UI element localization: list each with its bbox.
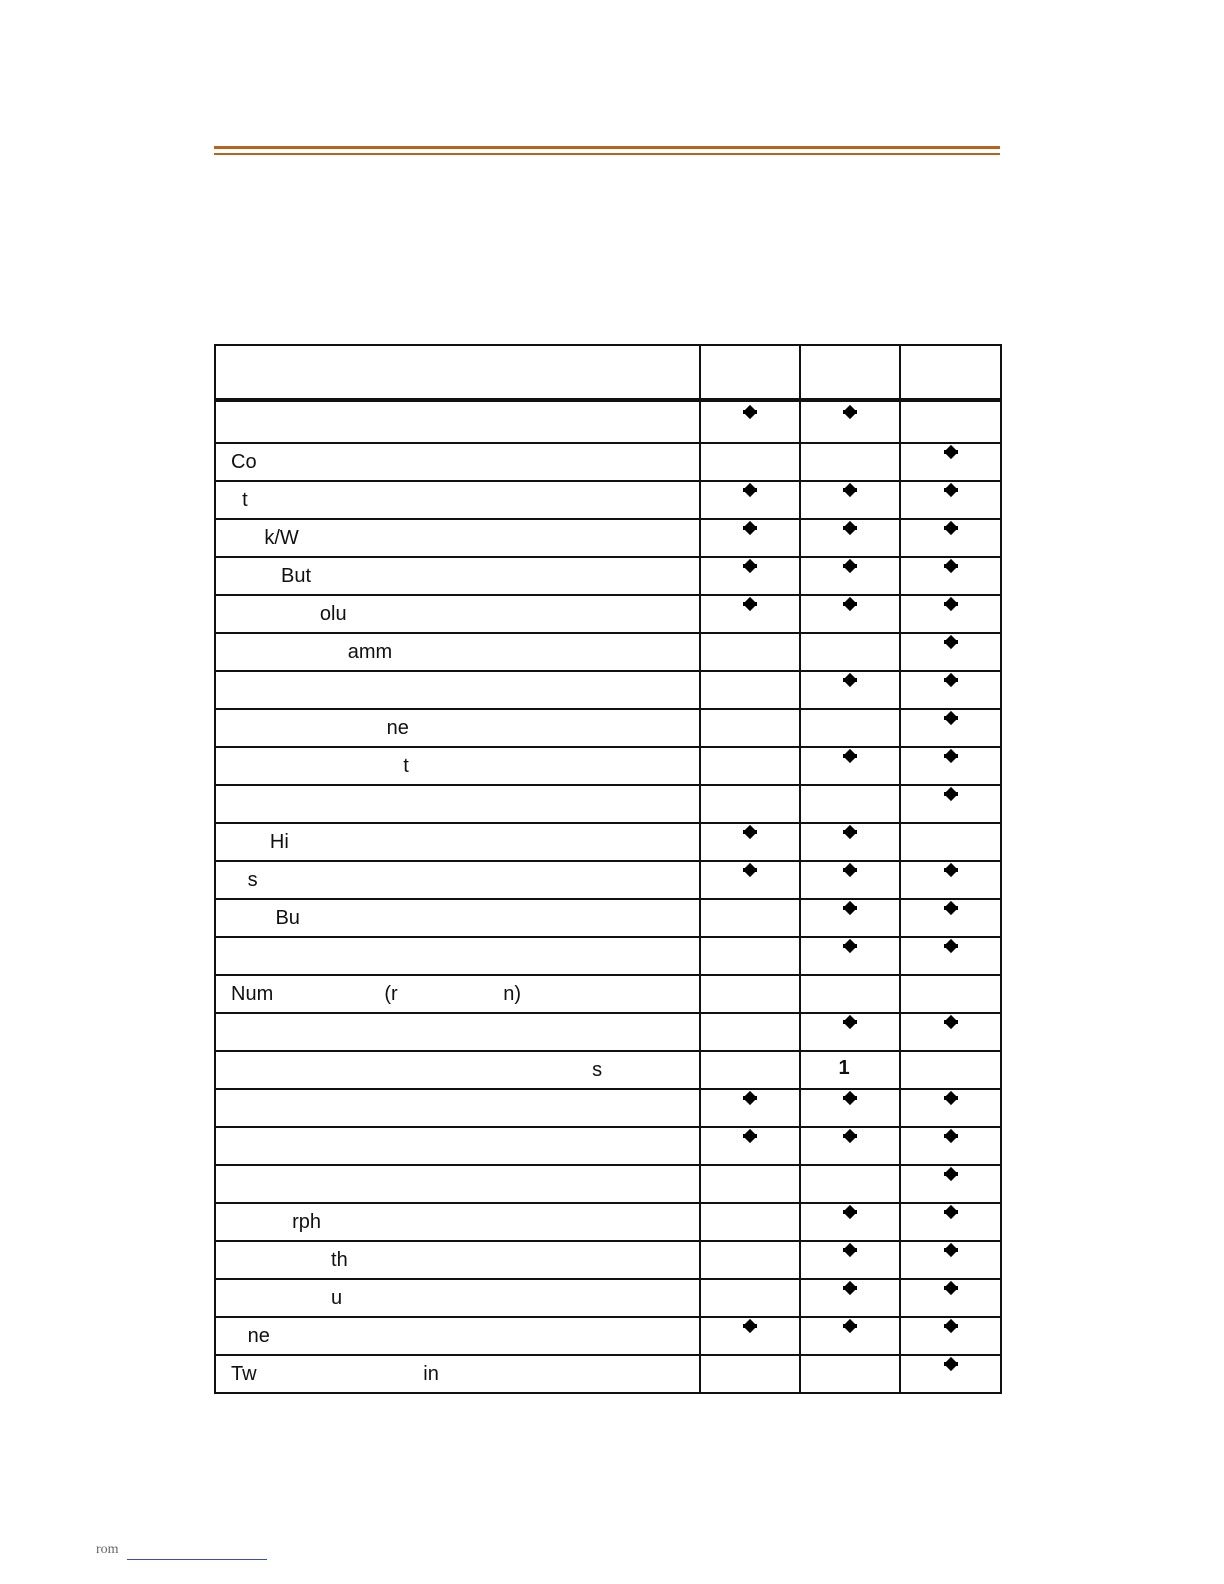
table-row bbox=[215, 633, 1001, 671]
row-cell-col2 bbox=[800, 899, 900, 937]
diamond-icon bbox=[742, 1128, 758, 1144]
row-label: But bbox=[215, 557, 700, 595]
row-cell-col3 bbox=[900, 785, 1001, 823]
row-cell-col3 bbox=[900, 481, 1001, 519]
diamond-icon bbox=[943, 1204, 959, 1220]
row-label: u bbox=[215, 1279, 700, 1317]
row-cell-col3 bbox=[900, 747, 1001, 785]
row-cell-col2 bbox=[800, 823, 900, 861]
diamond-icon bbox=[842, 1318, 858, 1334]
diamond-icon bbox=[842, 1280, 858, 1296]
diamond-icon bbox=[943, 1090, 959, 1106]
diamond-icon bbox=[943, 1166, 959, 1182]
table-row bbox=[215, 823, 1001, 861]
diamond-icon bbox=[842, 1128, 858, 1144]
row-cell-col3 bbox=[900, 1241, 1001, 1279]
row-cell-col2 bbox=[800, 481, 900, 519]
row-cell-col2 bbox=[800, 1317, 900, 1355]
row-label: amm bbox=[215, 633, 700, 671]
diamond-icon bbox=[842, 1242, 858, 1258]
diamond-icon bbox=[742, 404, 758, 420]
row-cell-col1 bbox=[700, 1317, 800, 1355]
table-row bbox=[215, 1241, 1001, 1279]
feature-table bbox=[214, 344, 1002, 1394]
row-cell-col3 bbox=[900, 1203, 1001, 1241]
row-cell-col1 bbox=[700, 400, 800, 443]
table-row bbox=[215, 1279, 1001, 1317]
table-row bbox=[215, 937, 1001, 975]
row-cell-col3 bbox=[900, 633, 1001, 671]
row-cell-col3 bbox=[900, 1317, 1001, 1355]
diamond-icon bbox=[742, 1318, 758, 1334]
row-cell-col2 bbox=[800, 1355, 900, 1393]
row-label bbox=[215, 1089, 700, 1127]
row-cell-col2 bbox=[800, 785, 900, 823]
row-label: s bbox=[215, 1051, 700, 1089]
row-cell-col1 bbox=[700, 1279, 800, 1317]
row-cell-col3 bbox=[900, 519, 1001, 557]
diamond-icon bbox=[742, 482, 758, 498]
footer-link-underline[interactable] bbox=[127, 1559, 267, 1560]
table-row bbox=[215, 785, 1001, 823]
row-cell-col2 bbox=[800, 595, 900, 633]
row-cell-col1 bbox=[700, 595, 800, 633]
row-cell-col1 bbox=[700, 671, 800, 709]
diamond-icon bbox=[943, 634, 959, 650]
diamond-icon bbox=[842, 748, 858, 764]
diamond-icon bbox=[943, 1128, 959, 1144]
row-cell-col2 bbox=[800, 519, 900, 557]
diamond-icon bbox=[742, 520, 758, 536]
diamond-icon bbox=[842, 596, 858, 612]
row-cell-col3 bbox=[900, 709, 1001, 747]
diamond-icon bbox=[943, 520, 959, 536]
diamond-icon bbox=[943, 444, 959, 460]
row-cell-col2 bbox=[800, 1127, 900, 1165]
row-cell-col2 bbox=[800, 1013, 900, 1051]
table-row bbox=[215, 557, 1001, 595]
row-label: rph bbox=[215, 1203, 700, 1241]
row-cell-col1 bbox=[700, 861, 800, 899]
diamond-icon bbox=[842, 824, 858, 840]
row-cell-col2 bbox=[800, 443, 900, 481]
diamond-icon bbox=[943, 710, 959, 726]
diamond-icon bbox=[842, 520, 858, 536]
row-cell-col1 bbox=[700, 747, 800, 785]
diamond-icon bbox=[742, 558, 758, 574]
table-row bbox=[215, 709, 1001, 747]
table-row bbox=[215, 747, 1001, 785]
row-cell-col3 bbox=[900, 1127, 1001, 1165]
table-row bbox=[215, 899, 1001, 937]
row-cell-col3 bbox=[900, 1013, 1001, 1051]
row-label bbox=[215, 1013, 700, 1051]
row-label: k/W bbox=[215, 519, 700, 557]
row-cell-col1 bbox=[700, 785, 800, 823]
diamond-icon bbox=[943, 786, 959, 802]
row-label: t bbox=[215, 747, 700, 785]
row-cell-col3 bbox=[900, 1279, 1001, 1317]
diamond-icon bbox=[943, 862, 959, 878]
row-cell-col3 bbox=[900, 861, 1001, 899]
row-cell-col2 bbox=[800, 1165, 900, 1203]
row-label: t bbox=[215, 481, 700, 519]
row-cell-col3 bbox=[900, 1165, 1001, 1203]
diamond-icon bbox=[943, 1242, 959, 1258]
diamond-icon bbox=[943, 1280, 959, 1296]
table-row bbox=[215, 443, 1001, 481]
row-cell-col2 bbox=[800, 709, 900, 747]
row-label: Num (r n) bbox=[215, 975, 700, 1013]
row-cell-col1 bbox=[700, 443, 800, 481]
row-label: Tw in bbox=[215, 1355, 700, 1393]
diamond-icon bbox=[943, 596, 959, 612]
row-label: Hi bbox=[215, 823, 700, 861]
table-row bbox=[215, 1355, 1001, 1393]
row-cell-col3 bbox=[900, 975, 1001, 1013]
table-header-row bbox=[215, 345, 1001, 400]
table-row bbox=[215, 1203, 1001, 1241]
row-cell-col2 bbox=[800, 1241, 900, 1279]
row-cell-col3 bbox=[900, 899, 1001, 937]
row-cell-col2 bbox=[800, 400, 900, 443]
header-cell-col1 bbox=[700, 345, 800, 400]
row-cell-col1 bbox=[700, 1013, 800, 1051]
row-cell-col1 bbox=[700, 1165, 800, 1203]
row-label: ne bbox=[215, 1317, 700, 1355]
table-body bbox=[215, 400, 1001, 1393]
diamond-icon bbox=[943, 1014, 959, 1030]
table-row bbox=[215, 861, 1001, 899]
row-label: s bbox=[215, 861, 700, 899]
row-cell-col1 bbox=[700, 975, 800, 1013]
row-cell-col3 bbox=[900, 1051, 1001, 1089]
row-label: olu bbox=[215, 595, 700, 633]
header-cell-col2 bbox=[800, 345, 900, 400]
row-cell-col1 bbox=[700, 481, 800, 519]
diamond-icon bbox=[943, 482, 959, 498]
table-row bbox=[215, 519, 1001, 557]
table-row bbox=[215, 481, 1001, 519]
row-cell-col1 bbox=[700, 937, 800, 975]
row-cell-col2 bbox=[800, 671, 900, 709]
diamond-icon bbox=[842, 1014, 858, 1030]
diamond-icon bbox=[943, 558, 959, 574]
row-cell-col1 bbox=[700, 519, 800, 557]
diamond-icon bbox=[943, 672, 959, 688]
row-label: Bu bbox=[215, 899, 700, 937]
diamond-icon bbox=[842, 482, 858, 498]
row-cell-col2 bbox=[800, 975, 900, 1013]
table-row bbox=[215, 671, 1001, 709]
diamond-icon bbox=[842, 1090, 858, 1106]
diamond-icon bbox=[842, 672, 858, 688]
row-cell-col3 bbox=[900, 595, 1001, 633]
table-row bbox=[215, 1165, 1001, 1203]
row-cell-col1 bbox=[700, 823, 800, 861]
row-cell-col2 bbox=[800, 633, 900, 671]
diamond-icon bbox=[842, 1204, 858, 1220]
diamond-icon bbox=[842, 558, 858, 574]
row-label bbox=[215, 785, 700, 823]
row-cell-col2 bbox=[800, 557, 900, 595]
row-cell-col2 bbox=[800, 937, 900, 975]
diamond-icon bbox=[742, 862, 758, 878]
diamond-icon bbox=[943, 938, 959, 954]
table-row bbox=[215, 595, 1001, 633]
diamond-icon bbox=[842, 404, 858, 420]
row-cell-col3 bbox=[900, 443, 1001, 481]
diamond-icon bbox=[842, 900, 858, 916]
table-row bbox=[215, 400, 1001, 443]
row-cell-col3 bbox=[900, 937, 1001, 975]
row-cell-col3 bbox=[900, 557, 1001, 595]
diamond-icon bbox=[943, 1356, 959, 1372]
row-cell-col2 bbox=[800, 1089, 900, 1127]
row-cell-col1 bbox=[700, 899, 800, 937]
row-cell-col3 bbox=[900, 1355, 1001, 1393]
diamond-icon bbox=[742, 824, 758, 840]
row-cell-col3 bbox=[900, 1089, 1001, 1127]
diamond-icon bbox=[943, 1318, 959, 1334]
header-rule-top bbox=[214, 146, 1000, 149]
diamond-icon bbox=[742, 596, 758, 612]
row-cell-col2 bbox=[800, 1203, 900, 1241]
row-cell-col3 bbox=[900, 400, 1001, 443]
diamond-icon bbox=[742, 1090, 758, 1106]
table-row bbox=[215, 1051, 1001, 1089]
diamond-icon bbox=[842, 862, 858, 878]
table-row bbox=[215, 1317, 1001, 1355]
row-cell-col1 bbox=[700, 1203, 800, 1241]
row-cell-col1 bbox=[700, 1127, 800, 1165]
footer-text: rom bbox=[96, 1542, 119, 1557]
row-cell-col1 bbox=[700, 1051, 800, 1089]
row-cell-col3 bbox=[900, 823, 1001, 861]
row-cell-col2 bbox=[800, 861, 900, 899]
row-cell-col1 bbox=[700, 633, 800, 671]
header-cell-label bbox=[215, 345, 700, 400]
table-row bbox=[215, 975, 1001, 1013]
row-cell-col1 bbox=[700, 709, 800, 747]
row-label: ne bbox=[215, 709, 700, 747]
row-label bbox=[215, 1165, 700, 1203]
row-label: Co bbox=[215, 443, 700, 481]
row-label bbox=[215, 937, 700, 975]
row-cell-col2 bbox=[800, 747, 900, 785]
diamond-icon bbox=[943, 748, 959, 764]
header-rule-bottom bbox=[214, 153, 1000, 155]
table-row bbox=[215, 1089, 1001, 1127]
diamond-icon bbox=[943, 900, 959, 916]
diamond-icon bbox=[842, 938, 858, 954]
row-label: th bbox=[215, 1241, 700, 1279]
row-cell-col1 bbox=[700, 1089, 800, 1127]
row-label bbox=[215, 1127, 700, 1165]
row-cell-col2 bbox=[800, 1051, 900, 1089]
header-cell-col3 bbox=[900, 345, 1001, 400]
row-cell-col1 bbox=[700, 557, 800, 595]
cell-value: 1 bbox=[838, 1056, 850, 1079]
row-cell-col1 bbox=[700, 1355, 800, 1393]
table-row bbox=[215, 1127, 1001, 1165]
row-cell-col2 bbox=[800, 1279, 900, 1317]
table-row bbox=[215, 1013, 1001, 1051]
row-label bbox=[215, 671, 700, 709]
row-cell-col3 bbox=[900, 671, 1001, 709]
row-label bbox=[215, 400, 700, 443]
row-cell-col1 bbox=[700, 1241, 800, 1279]
